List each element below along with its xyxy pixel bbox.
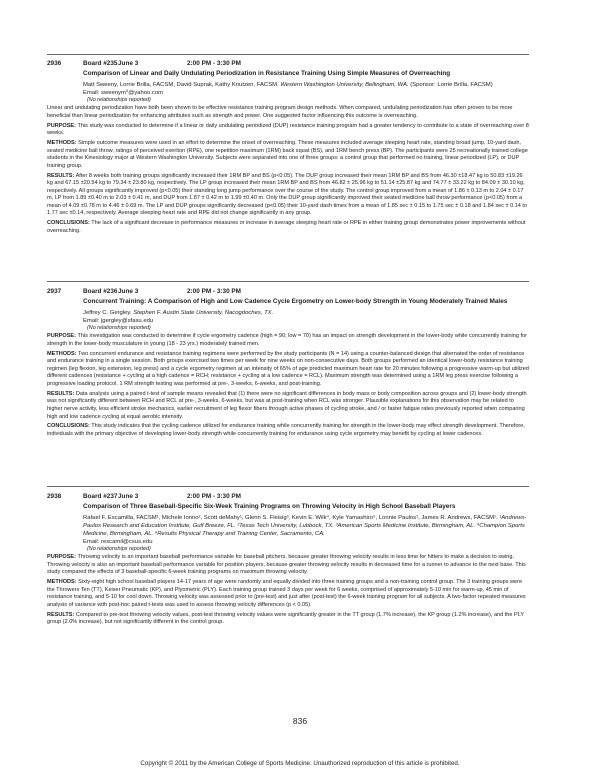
section-label: PURPOSE: [47, 333, 76, 340]
author-list: Matt Sweeny, Lorrie Brilla, FACSM, David Suprak, Kathy Knutzen, FACSM. [83, 81, 279, 88]
abstract-2936 [47, 60, 529, 238]
abstract-title: Comparison of Three Baseball-Specific Six-Week Training Programs on Throwing Velocity in High School Baseball Players [83, 503, 456, 510]
section-text: The lack of a significant decrease in performance measures or increase in average sleeping heart rate or RPE in either training group demonstrates power improvements without overreaching. [47, 220, 526, 234]
authors [83, 81, 529, 89]
methods-section [47, 140, 529, 170]
relationships-note: (No relationships reported) [87, 96, 151, 103]
sponsor: (Sponsor: Lorrie Brilla, FACSM) [410, 81, 493, 88]
results-section [47, 612, 529, 627]
section-label: PURPOSE: [47, 122, 76, 129]
section-text: Sixty-eight high school baseball players 14-17 years of age were randomly and equally divided into three training groups and a non-training control group. The 3 training groups were the Throwers Ten (TT), Keiser Pneumatic (KP), and Plyometric (PLY). Each training group trained 3 days per week for 6 weeks, comprised of approximately 5-10 min for warm-up, 45 min of resistance training, and 5-10 for cool down. Throwing velocity was assessed prior to (pre-test) and just after (post-test) the 6-week training program for all subjects. A two-factor repeated measures analysis of variance with post-hoc paired t-tests was used to assess throwing velocity differences (p < 0.05). [47, 579, 526, 608]
section-text: Simple outcome measures were used in an effort to determine the onset of overreaching. These measures included average sleeping heart rate, standing broad jump, 10-yard dash, seated medicine ball throw, ratings of perceived exertion (RPE), one repetition maximum (1RM) back squat (BS), and 1RM bench press (BP). The participants were 25 recreationally trained college students in the Kinesiology major at Western Washington University. Subjects were separated into one of three groups: a control group that performed no training, linear periodized (LP), or DUP training group. [47, 139, 528, 169]
conclusions-section [47, 220, 529, 235]
session-time: 2:00 PM - 3:30 PM [187, 60, 241, 67]
divider [47, 54, 529, 55]
institution: Stephen F. Austin State University, Nacogdoches, TX. [133, 309, 274, 316]
email[interactable]: Email: sweenym⁰@yahoo.com [83, 89, 164, 96]
section-label: RESULTS: [47, 390, 75, 397]
abstract-2938 [47, 493, 529, 629]
methods-section [47, 351, 529, 389]
divider [47, 281, 529, 282]
section-label: CONCLUSIONS: [47, 220, 90, 227]
section-label: RESULTS: [47, 611, 75, 618]
section-text: Data analysis using a paired t-test of sample means revealed that (1) there were no significant differences in body mass or body composition across groups and (2) lower-body strength was not significantly different between RCH and RCL at pre-, 3-weeks, 6-weeks, but was at post-training when RCL was stronger. Plausible explanations for this observation may be related to higher nerve activity, less efficient stroke mechanics, earlier recruitment of leg flexor fibers through active phases of cycling stroke, and / or faster fatigue rates previously reported when comparing high and low cadence cycling at equal aerobic intensity. [47, 390, 527, 420]
results-section [47, 173, 529, 219]
authors [83, 514, 529, 538]
section-text: Throwing velocity is an important baseball performance variable for baseball pitchers, because greater throwing velocity results in less time for hitters to make a decision to swing. Throwing velocity is also an important baseball performance variable for position players, because greater throwing velocity results in decreased time for a runner to advance to the next base. This study compared the effects of 3 baseball-specific 6-week training programs on maximum throwing velocity. [47, 554, 526, 576]
abstract-title: Comparison of Linear and Daily Undulating Periodization in Resistance Training Using Simple Measures of Overreaching [83, 70, 451, 77]
session-time: 2:00 PM - 3:30 PM [187, 288, 241, 295]
section-text: This study was conducted to determine if a linear or daily undulating periodized (DUP) resistance training program had a greater tendency to contribute to a state of overreaching over 8 weeks. [47, 122, 529, 137]
section-label: METHODS: [47, 579, 77, 586]
author-list: Rafael F. Escamilla, FACSM¹, Michele Ionno², Scott deMahy¹, Glenn S. Fleisig³, Kevin E. Wilk⁴, Kyle Yamashiro⁵, Lonnie Paulos¹, James R. Andrews, FACSM¹. [83, 514, 498, 521]
board-number: Board #237 [83, 493, 118, 500]
relationships-note: (No relationships reported) [87, 324, 151, 331]
board-number: Board #236 [83, 288, 118, 295]
section-text: After 8 weeks both training groups significantly increased their 1RM BP and BS (p<0.05). The DUP group increased their mean 1RM BP and BS from 46.30 ±18.47 kg to 50.83 ±19.26 kg and 67.15 ±20.54 kg to 79.34 ± 23.80 kg, respectively. The LP group increased their mean 1RM BP and BS from 46.82 ± 25.96 kg to 51.14 ±25.87 kg and 74.77 ± 33.22 kg to 84.09 ± 30.10 kg, respectively. All groups significantly improved (p<0.05) their standing long jump performance over the course of the study. The control group improved from a mean of 1.86 ± 0.13 m to 2.04 ± 0.17 m, LP from 1.89 ±0.40 m to 2.03 ± 0.41 m, and DUP from 1.87 ± 0.42 m to 1.99 ±0.40 m. Only the DUP group significantly improved their seated medicine ball throw performance (p<0.05) from a mean of 4.09 ±0.78 m to 4.46 ± 0.69 m. The LP and DUP groups significantly decreased (p<0.05) their 10-yard dash times from a mean of 1.85 sec ± 0.15 to 1.75 sec ± 0.18 and 1.84 sec ± 0.14 to 1.77 sec ±0.14, respectively. Average sleeping heart rate and RPE did not change significantly in any group. [47, 172, 528, 217]
page-number: 836 [292, 716, 308, 726]
abstract-number: 2936 [47, 60, 62, 67]
section-text: This study indicates that the cycling cadence utilized for endurance training while concurrently training for strength in the lower-body may effect strength development. Therefore, individuals with the primary objective of developing lower-body strength while concurrently training for endurance using cycle ergometry may benefit by cycling at lower cadences. [47, 423, 525, 437]
institution: ¹Andrews-Paulos Research and Education Institute, Gulf Breeze, FL. ²Texas Tech University, Lubbock, TX. ³American Sports Medicine Institute, Birmingham, AL. ⁴Champion Sports Medicine, Birmingham, AL. ⁵Results Physical Therapy and Training Center, Sacramento, CA. [83, 514, 527, 537]
session-time: 2:00 PM - 3:30 PM [187, 493, 241, 500]
abstract-header [47, 493, 529, 502]
session-date: June 3 [118, 493, 139, 500]
abstract-header [47, 60, 529, 69]
email[interactable]: Email: jgergley@sfasu.edu [83, 317, 154, 324]
abstract-title: Concurrent Training: A Comparison of High and Low Cadence Cycle Ergometry on Lower-body Strength in Young Moderately Trained Males [83, 298, 508, 305]
author-list: Jeffrey C. Gergley. [83, 309, 132, 316]
section-label: METHODS: [47, 350, 77, 357]
section-text: Two concurrent endurance and resistance training regimens were performed by the study participants (N = 14) using a counter-balanced design that alternated the order of resistance and endurance training in a single session. Both groups exercised two times per week for nine weeks on non-consecutive days. Both groups performed an identical lower-body resistance training regimen (leg flexion, leg extension, leg press) and a cycle ergometry regimen at an intensity of 65% of age predicted maximum heart rate for 20 minutes following a progressive warm-up but utilized different cadences (resistance + cycling at a high cadence = RCH; resistance + cycling at a low cadence = RCL). Maximum strength was determined using a 1RM leg press exercise following a progressive loading protocol. 1 RM strength testing was performed at pre-, 3-weeks, 6-weeks, and post-training. [47, 350, 529, 387]
purpose-section [47, 333, 529, 348]
section-label: RESULTS: [47, 172, 75, 179]
abstract-2937 [47, 288, 529, 441]
email[interactable]: Email: rescamil@csus.edu [83, 538, 153, 545]
abstract-number: 2938 [47, 493, 62, 500]
board-number: Board #235 [83, 60, 118, 67]
institution: Western Washington University, Bellingham, WA. [280, 81, 409, 88]
copyright-notice: Copyright © 2011 by the American College of Sports Medicine. Unauthorized reproduction of this article is prohibited. [140, 760, 460, 767]
divider [47, 486, 529, 487]
session-date: June 3 [118, 60, 139, 67]
section-label: METHODS: [47, 139, 77, 146]
relationships-note: (No relationships reported) [87, 545, 151, 552]
purpose-section [47, 554, 529, 577]
conclusions-section [47, 423, 529, 438]
section-label: CONCLUSIONS: [47, 423, 90, 430]
abstract-header [47, 288, 529, 297]
section-text: Compared to pre-test throwing velocity values, post-test throwing velocity values were significantly greater in the TT group (1.7% increase), the KP group (1.2% increase), and the PLY group (2.0% increase), but not significantly different in the control group. [47, 611, 524, 626]
intro-paragraph: Linear and undulating periodization have both been shown to be effective resistance training program design methods. When compared, undulating periodization has often proven to be more beneficial than linear periodization for enhancing attributes such as strength and power. One suggested factor influencing this outcome is overreaching. [47, 105, 513, 119]
authors [83, 309, 529, 317]
section-text: This investigation was conducted to determine if cycle ergometry cadence (high = 90; low = 70) has an impact on strength development in the lower-body while concurrently training for strength in the lower-body musculature in young (18 - 23 yrs.) moderately trained men. [47, 333, 527, 347]
methods-section [47, 579, 529, 609]
results-section [47, 391, 529, 421]
session-date: June 3 [118, 288, 139, 295]
section-label: PURPOSE: [47, 554, 76, 561]
purpose-section [47, 123, 529, 138]
abstract-number: 2937 [47, 288, 62, 295]
